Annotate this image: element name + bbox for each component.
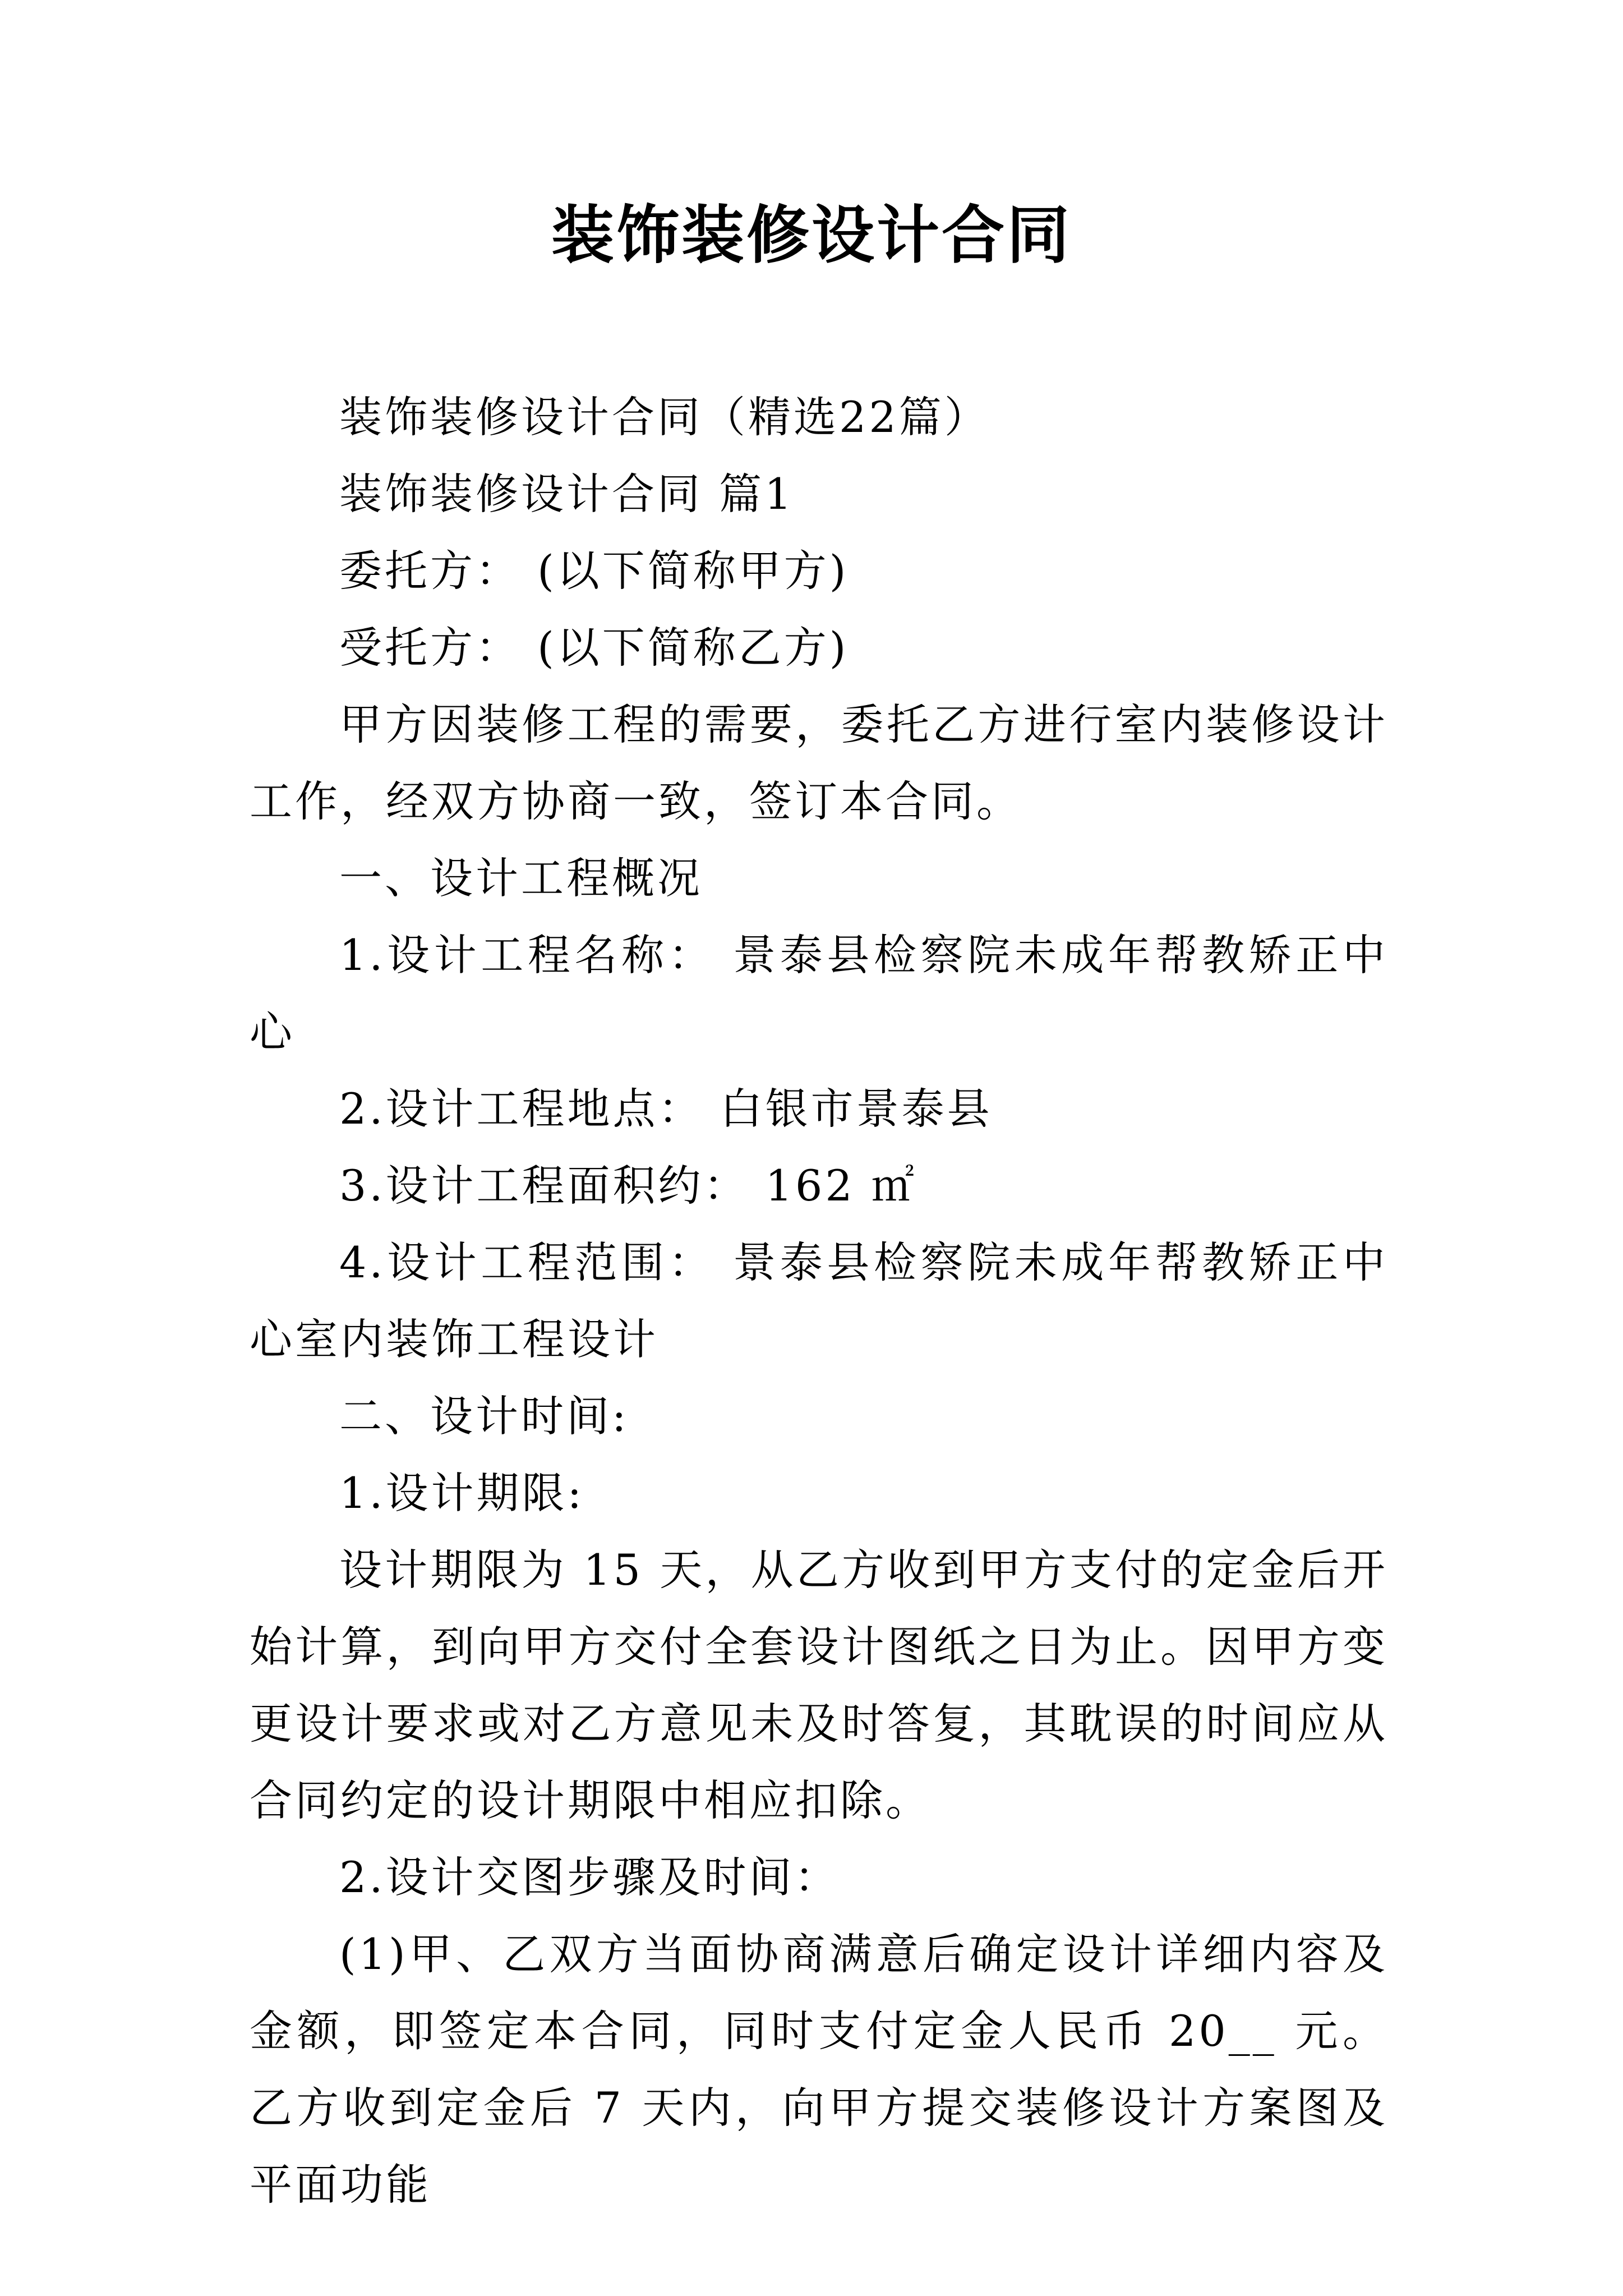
paragraph-article-number: 装饰装修设计合同 篇1 [339,469,795,519]
paragraph-project-scope: 4.设计工程范围： 景泰县检察院未成年帮教矫正中心室内装饰工程设计 [250,1237,1388,1364]
paragraph-design-period-detail: 设计期限为 15 天，从乙方收到甲方支付的定金后开始计算，到向甲方交付全套设计图纸之日为止。因甲方变更设计要求或对乙方意见未及时答复，其耽误的时间应从合同约定的设计期限中相应扣除。 [250,1545,1388,1825]
paragraph-preamble: 甲方因装修工程的需要，委托乙方进行室内装修设计工作，经双方协商一致，签订本合同。 [250,700,1388,826]
section-heading-design-time: 二、设计时间: [339,1391,629,1441]
document-body [250,379,1388,2223]
paragraph-design-period-heading: 1.设计期限: [339,1468,585,1518]
paragraph-project-name: 1.设计工程名称： 景泰县检察院未成年帮教矫正中心 [250,930,1388,1057]
paragraph-project-location: 2.设计工程地点： 白银市景泰县 [339,1084,993,1134]
document-title: 装饰装修设计合同 [551,199,1072,272]
paragraph-party-a: 委托方： (以下简称甲方) [339,546,849,596]
section-heading-overview: 一、设计工程概况 [339,853,703,903]
paragraph-heading-collection: 装饰装修设计合同（精选22篇） [339,392,990,442]
paragraph-party-b: 受托方： (以下简称乙方) [339,623,849,673]
paragraph-project-area: 3.设计工程面积约： 162 ㎡ [339,1161,917,1211]
paragraph-delivery-steps-heading: 2.设计交图步骤及时间： [339,1852,840,1902]
paragraph-delivery-step-1: (1)甲、乙双方当面协商满意后确定设计详细内容及金额，即签定本合同，同时支付定金人民币 20__ 元。乙方收到定金后 7 天内，向甲方提交装修设计方案图及平面功能 [250,1929,1388,2210]
